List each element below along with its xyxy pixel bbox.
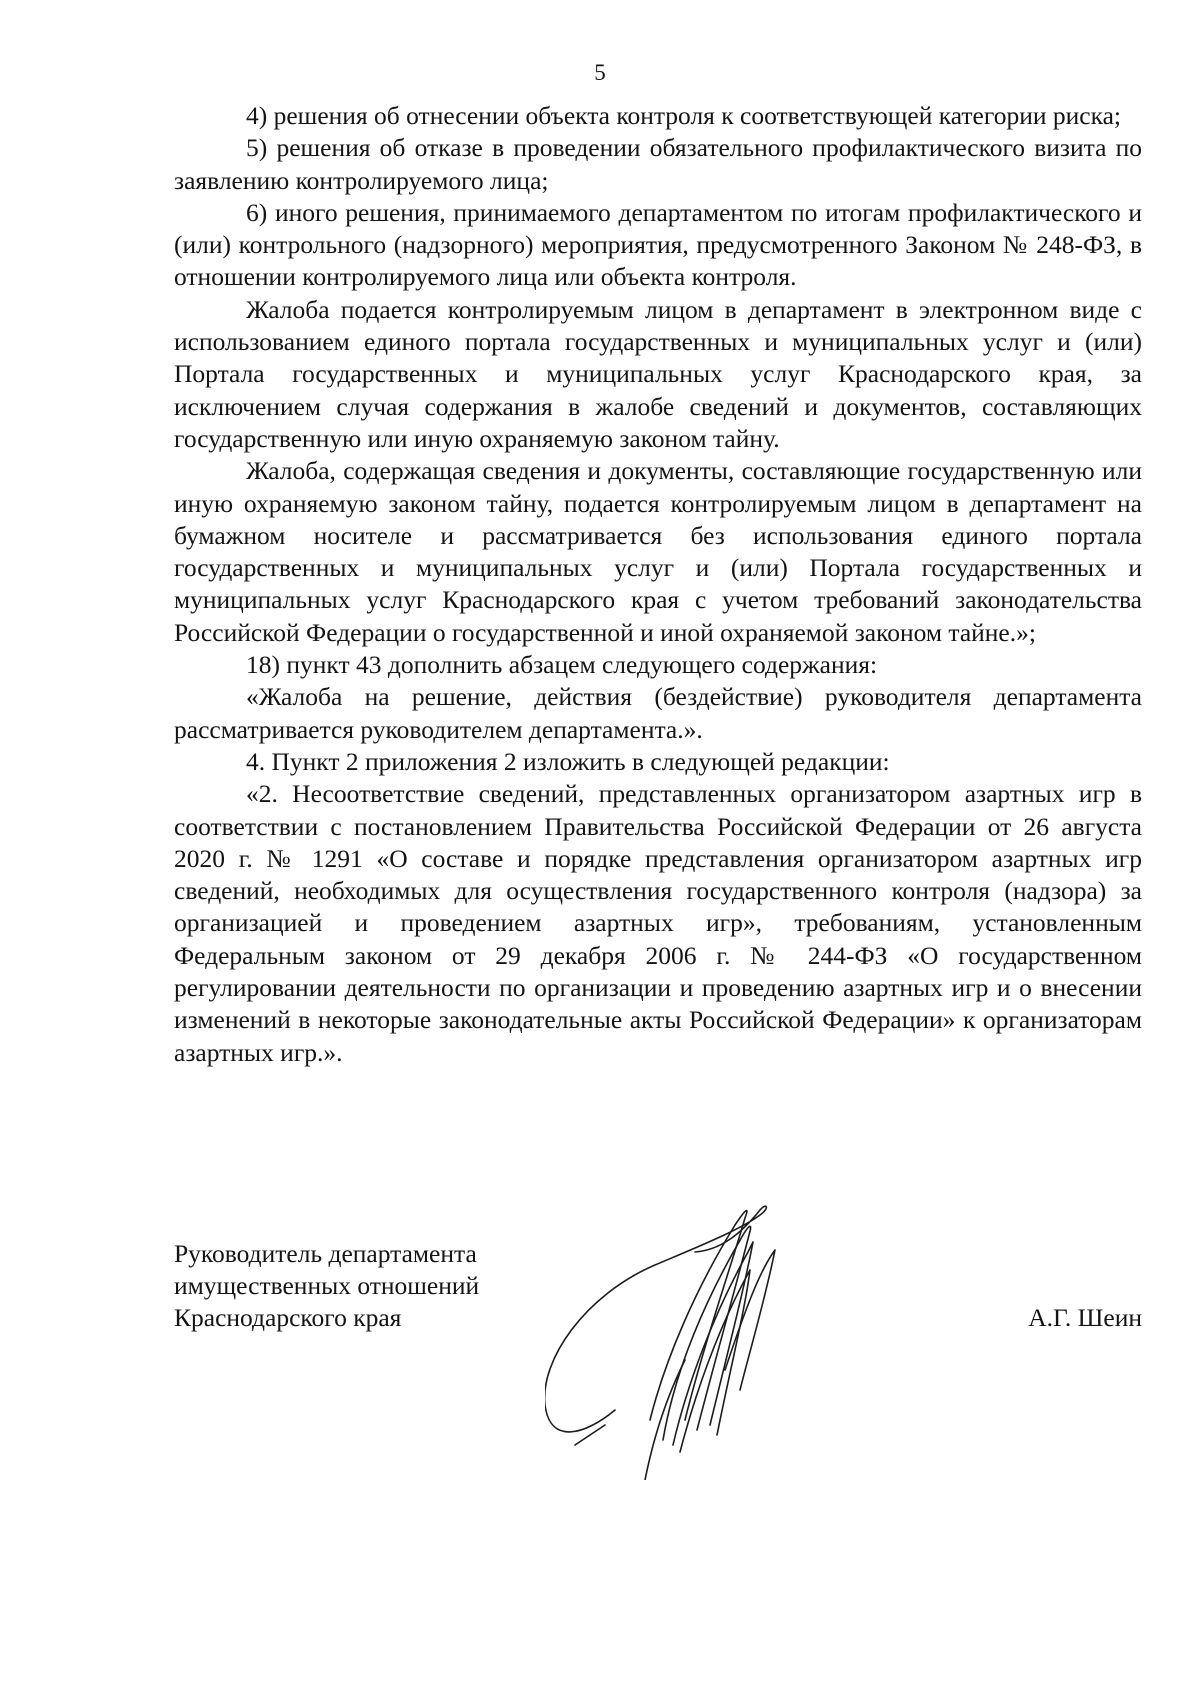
paragraph-item-18: 18) пункт 43 дополнить абзацем следующего содержания: (246, 650, 878, 680)
signatory-title-line: Руководитель департамента (174, 1239, 477, 1268)
paragraph-complaint-head: «Жалоба на решение, действия (бездействие) руководителя департамента рассматривается руководителем департамента.». (174, 682, 1142, 744)
signature-stroke (673, 1242, 753, 1445)
paragraph-section-4: 4. Пункт 2 приложения 2 изложить в следующей редакции: (246, 746, 890, 776)
handwritten-signature (545, 1190, 845, 1480)
signatory-title-line: Краснодарского края (174, 1303, 402, 1332)
signatory-name: А.Г. Шеин (1028, 1303, 1142, 1332)
signature-stroke (575, 1425, 605, 1445)
page-number: 5 (594, 60, 606, 85)
paragraph-item-5: 5) решения об отказе в проведении обязательного профилактического визита по заявлению контролируемого лица; (174, 133, 1142, 195)
paragraph-item-4: 4) решения об отнесении объекта контроля к соответствующей категории риска; (246, 101, 1121, 130)
paragraph-complaint-electronic: Жалоба подается контролируемым лицом в департамент в электронном виде с использованием единого портала государственных и муниципальных услуг и (или) Портала государственных и муниципальных услуг Краснодарского края, за исключением случая содержания в жалобе сведений и документов, составляющих государственную или иную охраняемую законом тайну. (174, 294, 1142, 453)
document-body (174, 100, 1142, 1069)
paragraph-item-6: 6) иного решения, принимаемого департаментом по итогам профилактического и (или) контрольного (надзорного) мероприятия, предусмотренного Законом № 248-ФЗ, в отношении контролируемого лица или объекта контроля. (174, 197, 1142, 292)
signatory-title (174, 1238, 479, 1334)
signatory-title-line: имущественных отношений (174, 1271, 480, 1300)
paragraph-clause-2: «2. Несоответствие сведений, представленных организатором азартных игр в соответствии с постановлением Правительства Российской Федерации от 26 августа 2020 г. № 1291 «О составе и порядке представления организатором азартных игр сведений, необходимых для осуществления государственного контроля (надзора) за организацией и проведением азартных игр», требованиям, установленным Федеральным законом от 29 декабря 2006 г. № 244-ФЗ «О государственном регулировании деятельности по организации и проведению азартных игр и о внесении изменений в некоторые законодательные акты Российской Федерации» к организаторам азартных игр.». (174, 779, 1142, 1067)
paragraph-complaint-secret: Жалоба, содержащая сведения и документы, составляющие государственную или иную охраняемую законом тайну, подается контролируемым лицом в департамент на бумажном носителе и рассматривается без использования единого портала государственных и муниципальных услуг и (или) Портала государственных и муниципальных услуг Краснодарского края с учетом требований законодательства Российской Федерации о государственной и иной охраняемой законом тайне.»; (174, 456, 1142, 647)
